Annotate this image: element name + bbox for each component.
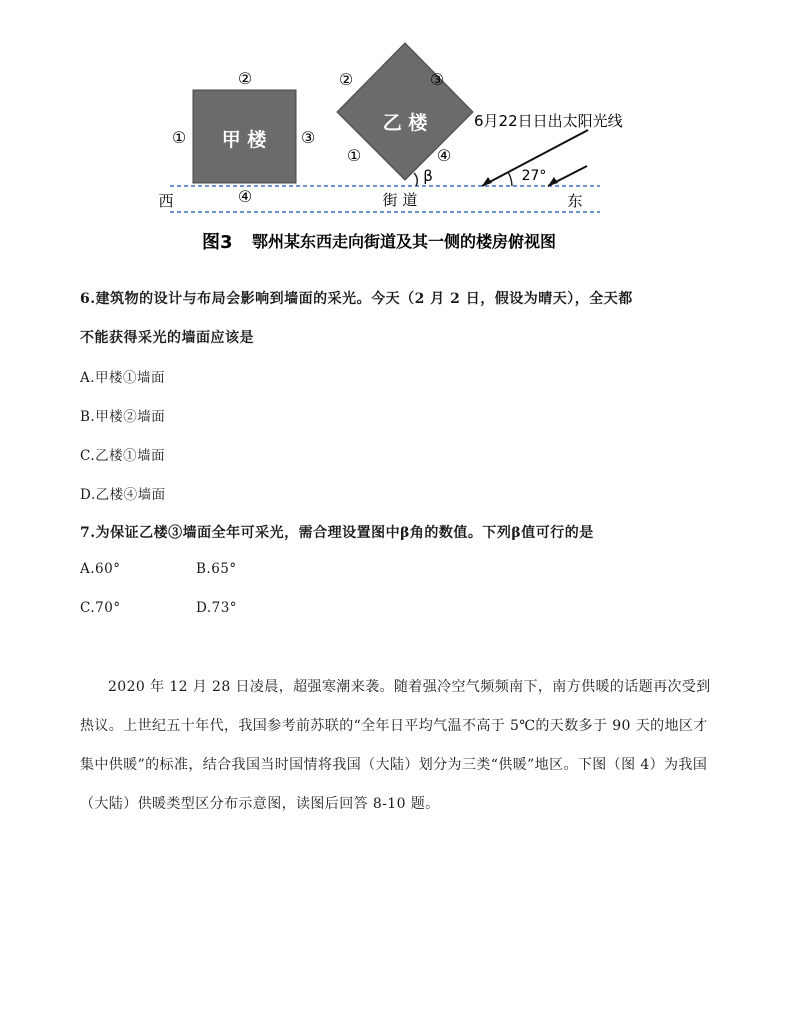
building-b-wall-2: ② <box>338 70 354 89</box>
beta-angle-arc <box>414 173 417 186</box>
angle-27-label: 27° <box>521 168 547 184</box>
east-label: 东 <box>567 192 583 210</box>
sunlight-ray-1-arrowhead <box>482 177 492 186</box>
building-a-wall-3: ③ <box>300 128 316 147</box>
question-6-option-c: C.乙楼①墙面 <box>80 448 166 464</box>
beta-label: β <box>423 167 433 185</box>
question-7-stem: 7.为保证乙楼③墙面全年可采光，需合理设置图中β角的数值。下列β值可行的是 <box>80 525 594 541</box>
building-b-wall-4: ④ <box>436 146 452 165</box>
street-label: 街 道 <box>382 191 418 209</box>
sunlight-ray-2-arrowhead <box>548 177 558 186</box>
question-7-option-b: B.65° <box>196 561 237 577</box>
question-7-option-c: C.70° <box>80 600 121 616</box>
question-7-option-a: A.60° <box>80 561 121 577</box>
figure-caption-number: 图3 <box>202 232 233 253</box>
reading-passage: 2020 年 12 月 28 日凌晨，超强寒潮来袭。随着强冷空气频频南下，南方供暖的话题再次受到热议。上世纪五十年代，我国参考前苏联的“全年日平均气温不高于 5℃的天数多于 90 天的地区才集中供暖”的标准，结合我国当时国情将我国（大陆）划分为三类“供暖”地区。下图（图 4）为我国（大陆）供暖类型区分布示意图，读图后回答 8-10 题。 <box>80 679 711 812</box>
sunlight-label: 6月22日日出太阳光线 <box>474 112 623 130</box>
building-a-wall-1: ① <box>171 128 187 147</box>
building-a-label: 甲 楼 <box>221 129 267 151</box>
west-label: 西 <box>158 192 174 210</box>
question-6-line-2: 不能获得采光的墙面应该是 <box>80 330 254 346</box>
question-6-line-1: 6.建筑物的设计与布局会影响到墙面的采光。今天（2 月 2 日，假设为晴天），全天都 <box>80 291 633 307</box>
building-a-wall-4: ④ <box>237 187 253 206</box>
question-6-option-a: A.甲楼①墙面 <box>80 370 166 386</box>
building-b-wall-1: ① <box>346 146 362 165</box>
building-b-wall-3: ③ <box>429 70 445 89</box>
building-b-label: 乙 楼 <box>382 112 428 134</box>
angle-27-arc <box>508 172 512 186</box>
question-6-option-d: D.乙楼④墙面 <box>80 487 166 503</box>
question-6-option-b: B.甲楼②墙面 <box>80 409 166 425</box>
figure-caption-text: 鄂州某东西走向街道及其一侧的楼房俯视图 <box>252 232 557 251</box>
question-7-option-d: D.73° <box>196 600 238 616</box>
building-a-wall-2: ② <box>237 69 253 88</box>
building-top-view-figure <box>150 40 650 265</box>
